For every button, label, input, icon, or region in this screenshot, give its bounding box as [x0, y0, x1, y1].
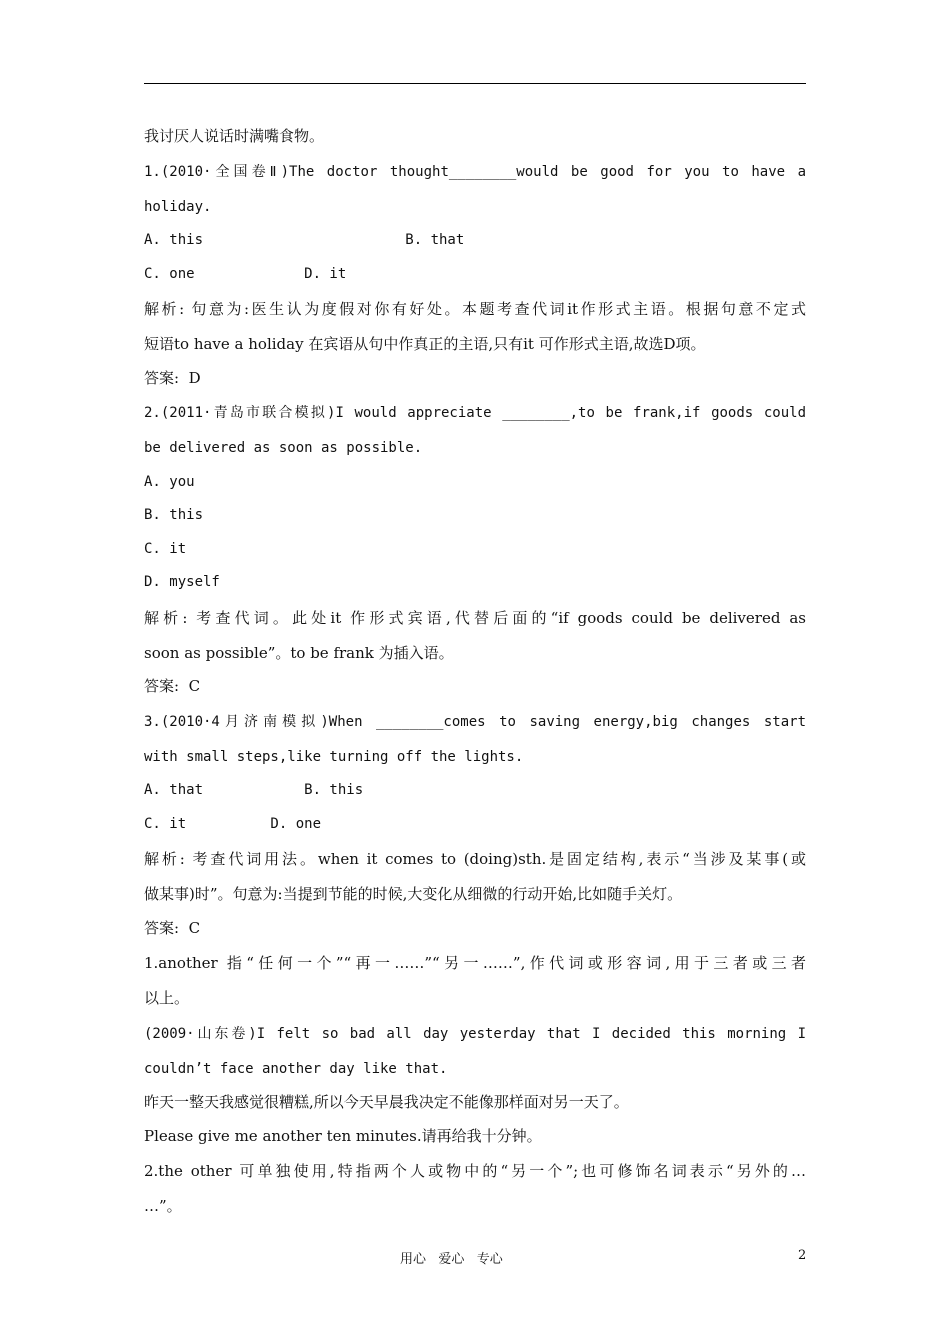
answer-option: A. this B. that [144, 232, 465, 248]
answer-option: C. it [144, 540, 187, 557]
answer-option: A. that B. this [144, 782, 364, 798]
text-line: be delivered as soon as possible. [144, 440, 423, 456]
question-stem: 1.(2010·全国卷Ⅱ)The doctor thought________would be good for you to have a [144, 163, 806, 180]
grammar-note: 1.another 指“任何一个”“再一……”“另一……”,作代词或形容词,用于三者或三者 [144, 954, 806, 972]
grammar-note: …”。 [144, 1197, 182, 1215]
translation: 昨天一整天我感觉很糟糕,所以今天早晨我决定不能像那样面对另一天了。 [144, 1093, 629, 1111]
answer-option: D. myself [144, 574, 220, 590]
explanation: 解析: 考查代词用法。when it comes to (doing)sth.是固定结构,表示“当涉及某事(或 [144, 850, 806, 868]
example-sentence: Please give me another ten minutes.请再给我十分钟。 [144, 1126, 542, 1145]
document-body [144, 120, 806, 1224]
footer-motto: 用心 爱心 专心 [400, 1252, 503, 1267]
explanation: 解析: 考查代词。此处it 作形式宾语,代替后面的“if goods could be delivered as [144, 608, 806, 627]
explanation: 做某事)时”。句意为:当提到节能的时候,大变化从细微的行动开始,比如随手关灯。 [144, 885, 683, 903]
answer-key: 答案: C [144, 677, 201, 695]
example-sentence: (2009·山东卷)I felt so bad all day yesterday that I decided this morning I [144, 1025, 806, 1042]
answer-option: A. you [144, 473, 195, 490]
example-sentence: couldn’t face another day like that. [144, 1060, 448, 1077]
page-number: 2 [798, 1248, 807, 1263]
question-stem: 3.(2010·4月济南模拟)When ________comes to saving energy,big changes start [144, 713, 806, 730]
grammar-note: 2.the other 可单独使用,特指两个人或物中的“另一个”;也可修饰名词表示“另外的… [144, 1162, 806, 1180]
explanation: 解析: 句意为:医生认为度假对你有好处。本题考查代词it作形式主语。根据句意不定式 [144, 300, 806, 318]
answer-option: C. it D. one [144, 815, 322, 832]
text-line: holiday. [144, 198, 212, 215]
text-line: 我讨厌人说话时满嘴食物。 [144, 127, 325, 145]
answer-key: 答案: C [144, 918, 201, 937]
question-stem: 2.(2011·青岛市联合模拟)I would appreciate ________,to be frank,if goods could [144, 405, 806, 421]
explanation: soon as possible”。to be frank 为插入语。 [144, 643, 454, 662]
answer-option: C. one D. it [144, 265, 347, 282]
header-rule [144, 83, 806, 84]
explanation: 短语to have a holiday 在宾语从句中作真正的主语,只有it 可作形式主语,故选D项。 [144, 335, 706, 353]
answer-option: B. this [144, 507, 204, 523]
grammar-note: 以上。 [144, 989, 190, 1007]
text-line: with small steps,like turning off the lights. [144, 748, 524, 765]
answer-key: 答案: D [144, 368, 201, 387]
